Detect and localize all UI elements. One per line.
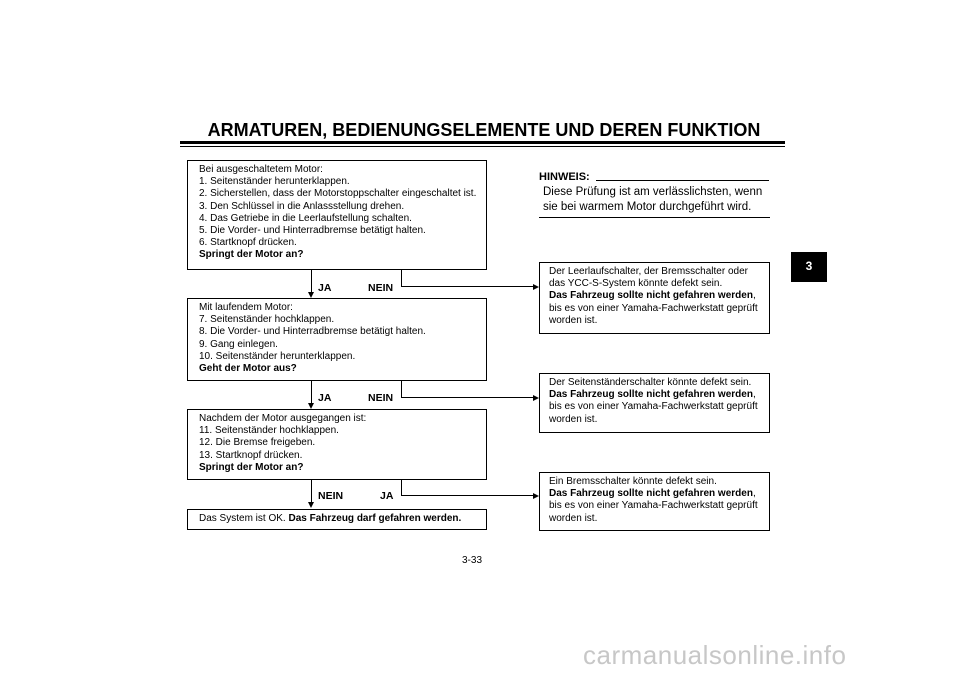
box2-line-1: 7. Seitenständer hochklappen. (199, 314, 335, 326)
box1-line-4: 4. Das Getriebe in die Leerlaufstellung schalten. (199, 212, 412, 224)
box2-line-4: 10. Seitenständer herunterklappen. (199, 350, 356, 362)
box1-line-3: 3. Den Schlüssel in die Anlassstellung drehen. (199, 200, 405, 212)
branch1-down-label: JA (318, 282, 332, 294)
result2-line-1: Der Seitenständerschalter könnte defekt sein. (549, 377, 752, 388)
result-box-2 (539, 373, 770, 433)
result1-bold: Das Fahrzeug sollte nicht gefahren werden (549, 290, 753, 302)
box1-line-2: 2. Sicherstellen, dass der Motorstoppschalter eingeschaltet ist. (199, 188, 477, 200)
step-box-1 (187, 160, 487, 270)
result2-line-3: bis es von einer Yamaha-Fachwerkstatt geprüft (549, 401, 758, 413)
box1-line-1: 1. Seitenständer herunterklappen. (199, 176, 350, 188)
chapter-tab: 3 (791, 252, 827, 282)
box2-line-2: 8. Die Vorder- und Hinterradbremse betätigt halten. (199, 326, 426, 338)
title-rule-thin (180, 146, 785, 147)
note-line-1: Diese Prüfung ist am verlässlichsten, wenn (543, 186, 763, 198)
box2-line-3: 9. Gang einlegen. (199, 338, 278, 350)
box3-line-3: 13. Startknopf drücken. (199, 449, 303, 461)
box3-line-2: 12. Die Bremse freigeben. (199, 437, 316, 449)
box4-text: Das System ist OK. (199, 513, 286, 524)
result-box-ok (187, 509, 487, 530)
result1-line-2: das YCC-S-System könnte defekt sein. (549, 278, 723, 290)
page-title: ARMATUREN, BEDIENUNGSELEMENTE UND DEREN FUNKTION (207, 120, 761, 140)
connector-down-2 (311, 381, 312, 404)
note-rule (596, 180, 769, 181)
box1-line-0: Bei ausgeschaltetem Motor: (199, 164, 323, 175)
connector-right-2b (401, 397, 534, 398)
result3-line-1: Ein Bremsschalter könnte defekt sein. (549, 476, 717, 487)
box2-line-0: Mit laufendem Motor: (199, 302, 293, 313)
note-line-2: sie bei warmem Motor durchgeführt wird. (543, 200, 752, 213)
connector-right-3a (401, 480, 402, 496)
branch1-right-label: NEIN (368, 282, 394, 294)
result1-bold-line: Das Fahrzeug sollte nicht gefahren werden, (549, 290, 756, 302)
result1-line-1: Der Leerlaufschalter, der Bremsschalter oder (549, 266, 748, 277)
box1-line-5: 5. Die Vorder- und Hinterradbremse betätigt halten. (199, 225, 426, 237)
box3-question: Springt der Motor an? (199, 461, 304, 473)
page-number: 3-33 (462, 555, 483, 566)
box4-bold: Das Fahrzeug darf gefahren werden. (288, 513, 462, 524)
result-box-3 (539, 472, 770, 531)
step-box-2 (187, 298, 487, 381)
result3-line-4: worden ist. (549, 512, 598, 524)
connector-down-3 (311, 480, 312, 503)
box3-line-0: Nachdem der Motor ausgegangen ist: (199, 413, 367, 424)
result2-bold-line: Das Fahrzeug sollte nicht gefahren werden, (549, 389, 756, 401)
connector-right-1b (401, 286, 534, 287)
result3-line-3: bis es von einer Yamaha-Fachwerkstatt geprüft (549, 500, 758, 512)
box2-question: Geht der Motor aus? (199, 363, 297, 375)
arrow-down-3 (308, 502, 314, 508)
box3-line-1: 11. Seitenständer hochklappen. (199, 425, 339, 437)
title-rule (180, 141, 785, 144)
connector-right-2a (401, 381, 402, 398)
watermark: carmanualsonline.info (583, 640, 847, 670)
step-box-3 (187, 409, 487, 480)
connector-right-3b (401, 495, 534, 496)
branch2-right-label: NEIN (368, 392, 394, 404)
result1-line-4: worden ist. (549, 314, 598, 326)
box1-question: Springt der Motor an? (199, 249, 304, 261)
result2-bold: Das Fahrzeug sollte nicht gefahren werden (549, 389, 753, 401)
result3-bold-line: Das Fahrzeug sollte nicht gefahren werden, (549, 488, 756, 500)
result1-line-3: bis es von einer Yamaha-Fachwerkstatt geprüft (549, 302, 758, 314)
branch3-right-label: JA (380, 490, 394, 502)
result3-bold: Das Fahrzeug sollte nicht gefahren werden (549, 488, 753, 500)
note-text (543, 185, 762, 214)
branch2-down-label: JA (318, 392, 332, 404)
connector-right-1a (401, 270, 402, 287)
result2-line-4: worden ist. (549, 413, 598, 425)
box1-line-6: 6. Startknopf drücken. (199, 237, 297, 249)
result-box-1 (539, 262, 770, 334)
branch3-down-label: NEIN (318, 490, 344, 502)
note-label: HINWEIS: (539, 171, 590, 183)
connector-down-1 (311, 270, 312, 293)
note-bottom-rule (539, 217, 770, 218)
